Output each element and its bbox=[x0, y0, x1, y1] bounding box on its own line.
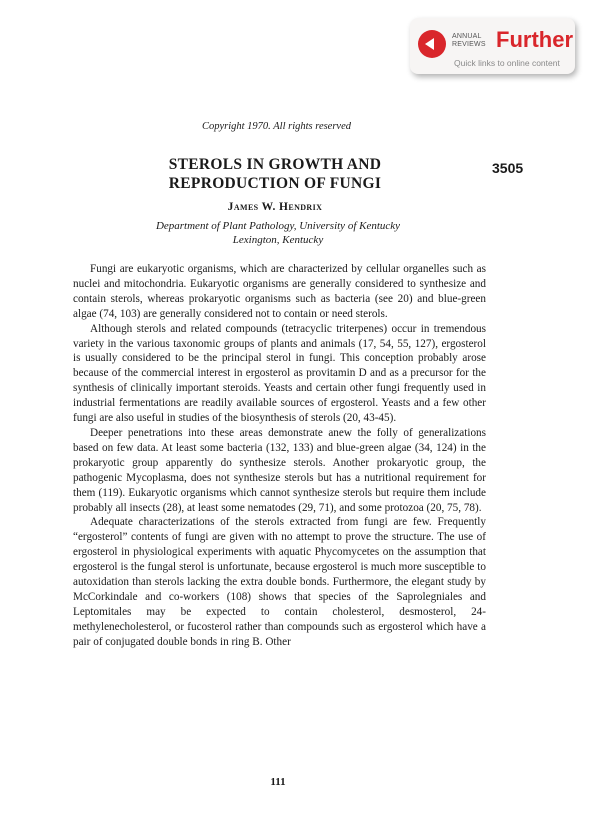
banner-publisher bbox=[452, 33, 492, 49]
title-line-1: STEROLS IN GROWTH AND bbox=[168, 156, 382, 173]
author-affiliation bbox=[0, 219, 556, 247]
paragraph-2: Although sterols and related compounds (tetracyclic triterpenes) occur in tremendous variety in the various taxonomic groups of plants and animals (17, 54, 55, 127), ergosterol is usually considered to be the principal sterol in fungi. This conception probably arose because of the commercial interest in ergosterol as provitamin D and as a precursor for the synthesis of clinically important steroids. Yeasts and certain other fungi frequently used in industrial fermentations are readily available sources of ergosterol. Yeasts and a few other fungi are also useful in studies of the biosynthesis of sterols (20, 43-45). bbox=[73, 322, 486, 425]
further-banner[interactable] bbox=[410, 18, 575, 74]
banner-further-text: Further bbox=[496, 27, 573, 52]
play-back-icon bbox=[418, 30, 446, 58]
article-code: 3505 bbox=[492, 160, 524, 176]
copyright-line: Copyright 1970. All rights reserved bbox=[201, 121, 352, 132]
affiliation-line-2: Lexington, Kentucky bbox=[232, 234, 324, 246]
title-line-2: REPRODUCTION OF FUNGI bbox=[168, 175, 382, 192]
banner-subtitle: Quick links to online content bbox=[454, 58, 560, 68]
article-title bbox=[150, 155, 400, 193]
page-number: 111 bbox=[270, 776, 286, 788]
banner-annual-text: ANNUAL bbox=[452, 33, 482, 40]
affiliation-line-1: Department of Plant Pathology, University of Kentucky bbox=[155, 220, 401, 232]
paragraph-3: Deeper penetrations into these areas demonstrate anew the folly of generalizations based on few data. At least some bacteria (132, 133) and blue-green algae (34, 124) in the prokaryotic group apparently do synthesize sterols. Another prokaryotic group, the pathogenic Mycoplasma, does not synthesize sterols but has a nutritional requirement for them (119). Eukaryotic organisms which cannot synthesize sterols but require them include probably all insects (28), at least some nematodes (29, 71), and some protozoa (20, 75, 78). bbox=[73, 426, 486, 514]
paragraph-4: Adequate characterizations of the sterols extracted from fungi are few. Frequently “ergosterol” contents of fungi are given with no attempt to prove the structure. The use of ergosterol in physiological experiments with aquatic Phycomycetes on the assumption that ergosterol is the fungal sterol is unfortunate, because ergosterol is much more susceptible to autoxidation than sterols lacking the extra double bonds. Furthermore, the elegant study by McCorkindale and co-workers (108) shows that species of the Saprolegniales and Leptomitales may be expected to contain cholesterol, desmosterol, 24-methylenecholesterol, or fucosterol rather than compounds such as ergosterol which have a pair of conjugated double bonds in ring B. Other bbox=[73, 516, 486, 648]
banner-reviews-text: REVIEWS bbox=[452, 41, 486, 48]
author-name: James W. Hendrix bbox=[227, 201, 323, 213]
body-text bbox=[73, 262, 486, 650]
paragraph-1: Fungi are eukaryotic organisms, which are characterized by cellular organelles such as nuclei and mitochondria. Eukaryotic organisms are generally considered to synthesize and contain sterols, whereas prokaryotic organisms such as bacteria (see 20) and blue-green algae (74, 103) are generally considered not to contain or need sterols. bbox=[73, 263, 486, 320]
